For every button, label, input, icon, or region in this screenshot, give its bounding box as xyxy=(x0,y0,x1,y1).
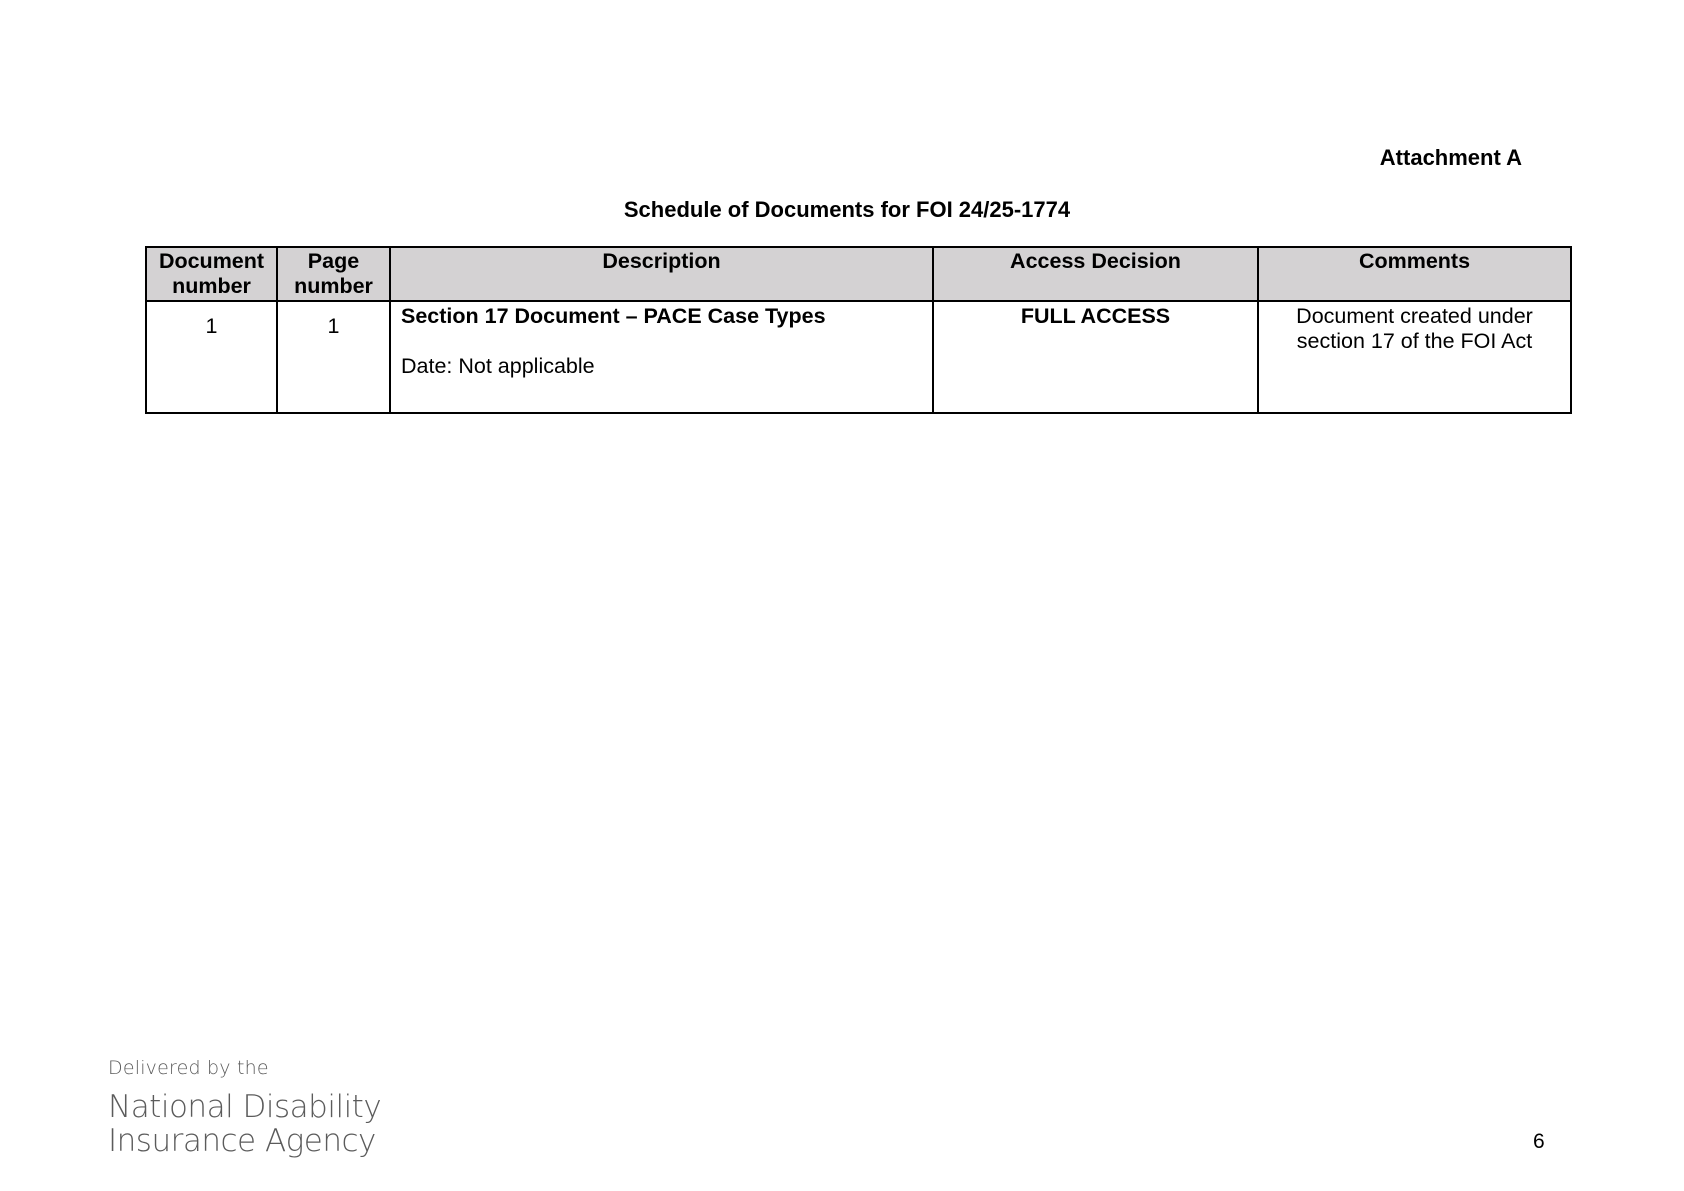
cell-access-decision: FULL ACCESS xyxy=(933,301,1258,413)
column-header-access-decision: Access Decision xyxy=(933,247,1258,301)
cell-comments: Document created under section 17 of the FOI Act xyxy=(1258,301,1571,413)
page-number: 6 xyxy=(1533,1130,1545,1153)
logo-agency-line2: Insurance Agency xyxy=(108,1123,376,1159)
ndia-logo xyxy=(108,1056,381,1158)
table-row xyxy=(146,301,1571,413)
column-header-page-number-line2: number xyxy=(294,274,373,298)
column-header-page-number-line1: Page xyxy=(307,249,360,273)
cell-document-number: 1 xyxy=(146,301,277,413)
logo-delivered-by: Delivered by the xyxy=(108,1057,269,1079)
cell-description xyxy=(390,301,933,413)
table-header xyxy=(146,247,1571,301)
column-header-document-number-line1: Document xyxy=(158,249,265,273)
logo-agency-line1: National Disability xyxy=(108,1089,382,1125)
schedule-table xyxy=(145,246,1572,414)
column-header-document-number xyxy=(146,247,277,301)
column-header-page-number xyxy=(277,247,390,301)
cell-page-number: 1 xyxy=(277,301,390,413)
header-row xyxy=(146,247,1571,301)
description-date: Date: Not applicable xyxy=(401,354,595,378)
attachment-label: Attachment A xyxy=(1379,145,1522,170)
column-header-description: Description xyxy=(390,247,933,301)
column-header-document-number-line2: number xyxy=(172,274,251,298)
description-title: Section 17 Document – PACE Case Types xyxy=(401,304,826,328)
column-header-comments: Comments xyxy=(1258,247,1571,301)
page-title: Schedule of Documents for FOI 24/25-1774 xyxy=(623,197,1071,222)
